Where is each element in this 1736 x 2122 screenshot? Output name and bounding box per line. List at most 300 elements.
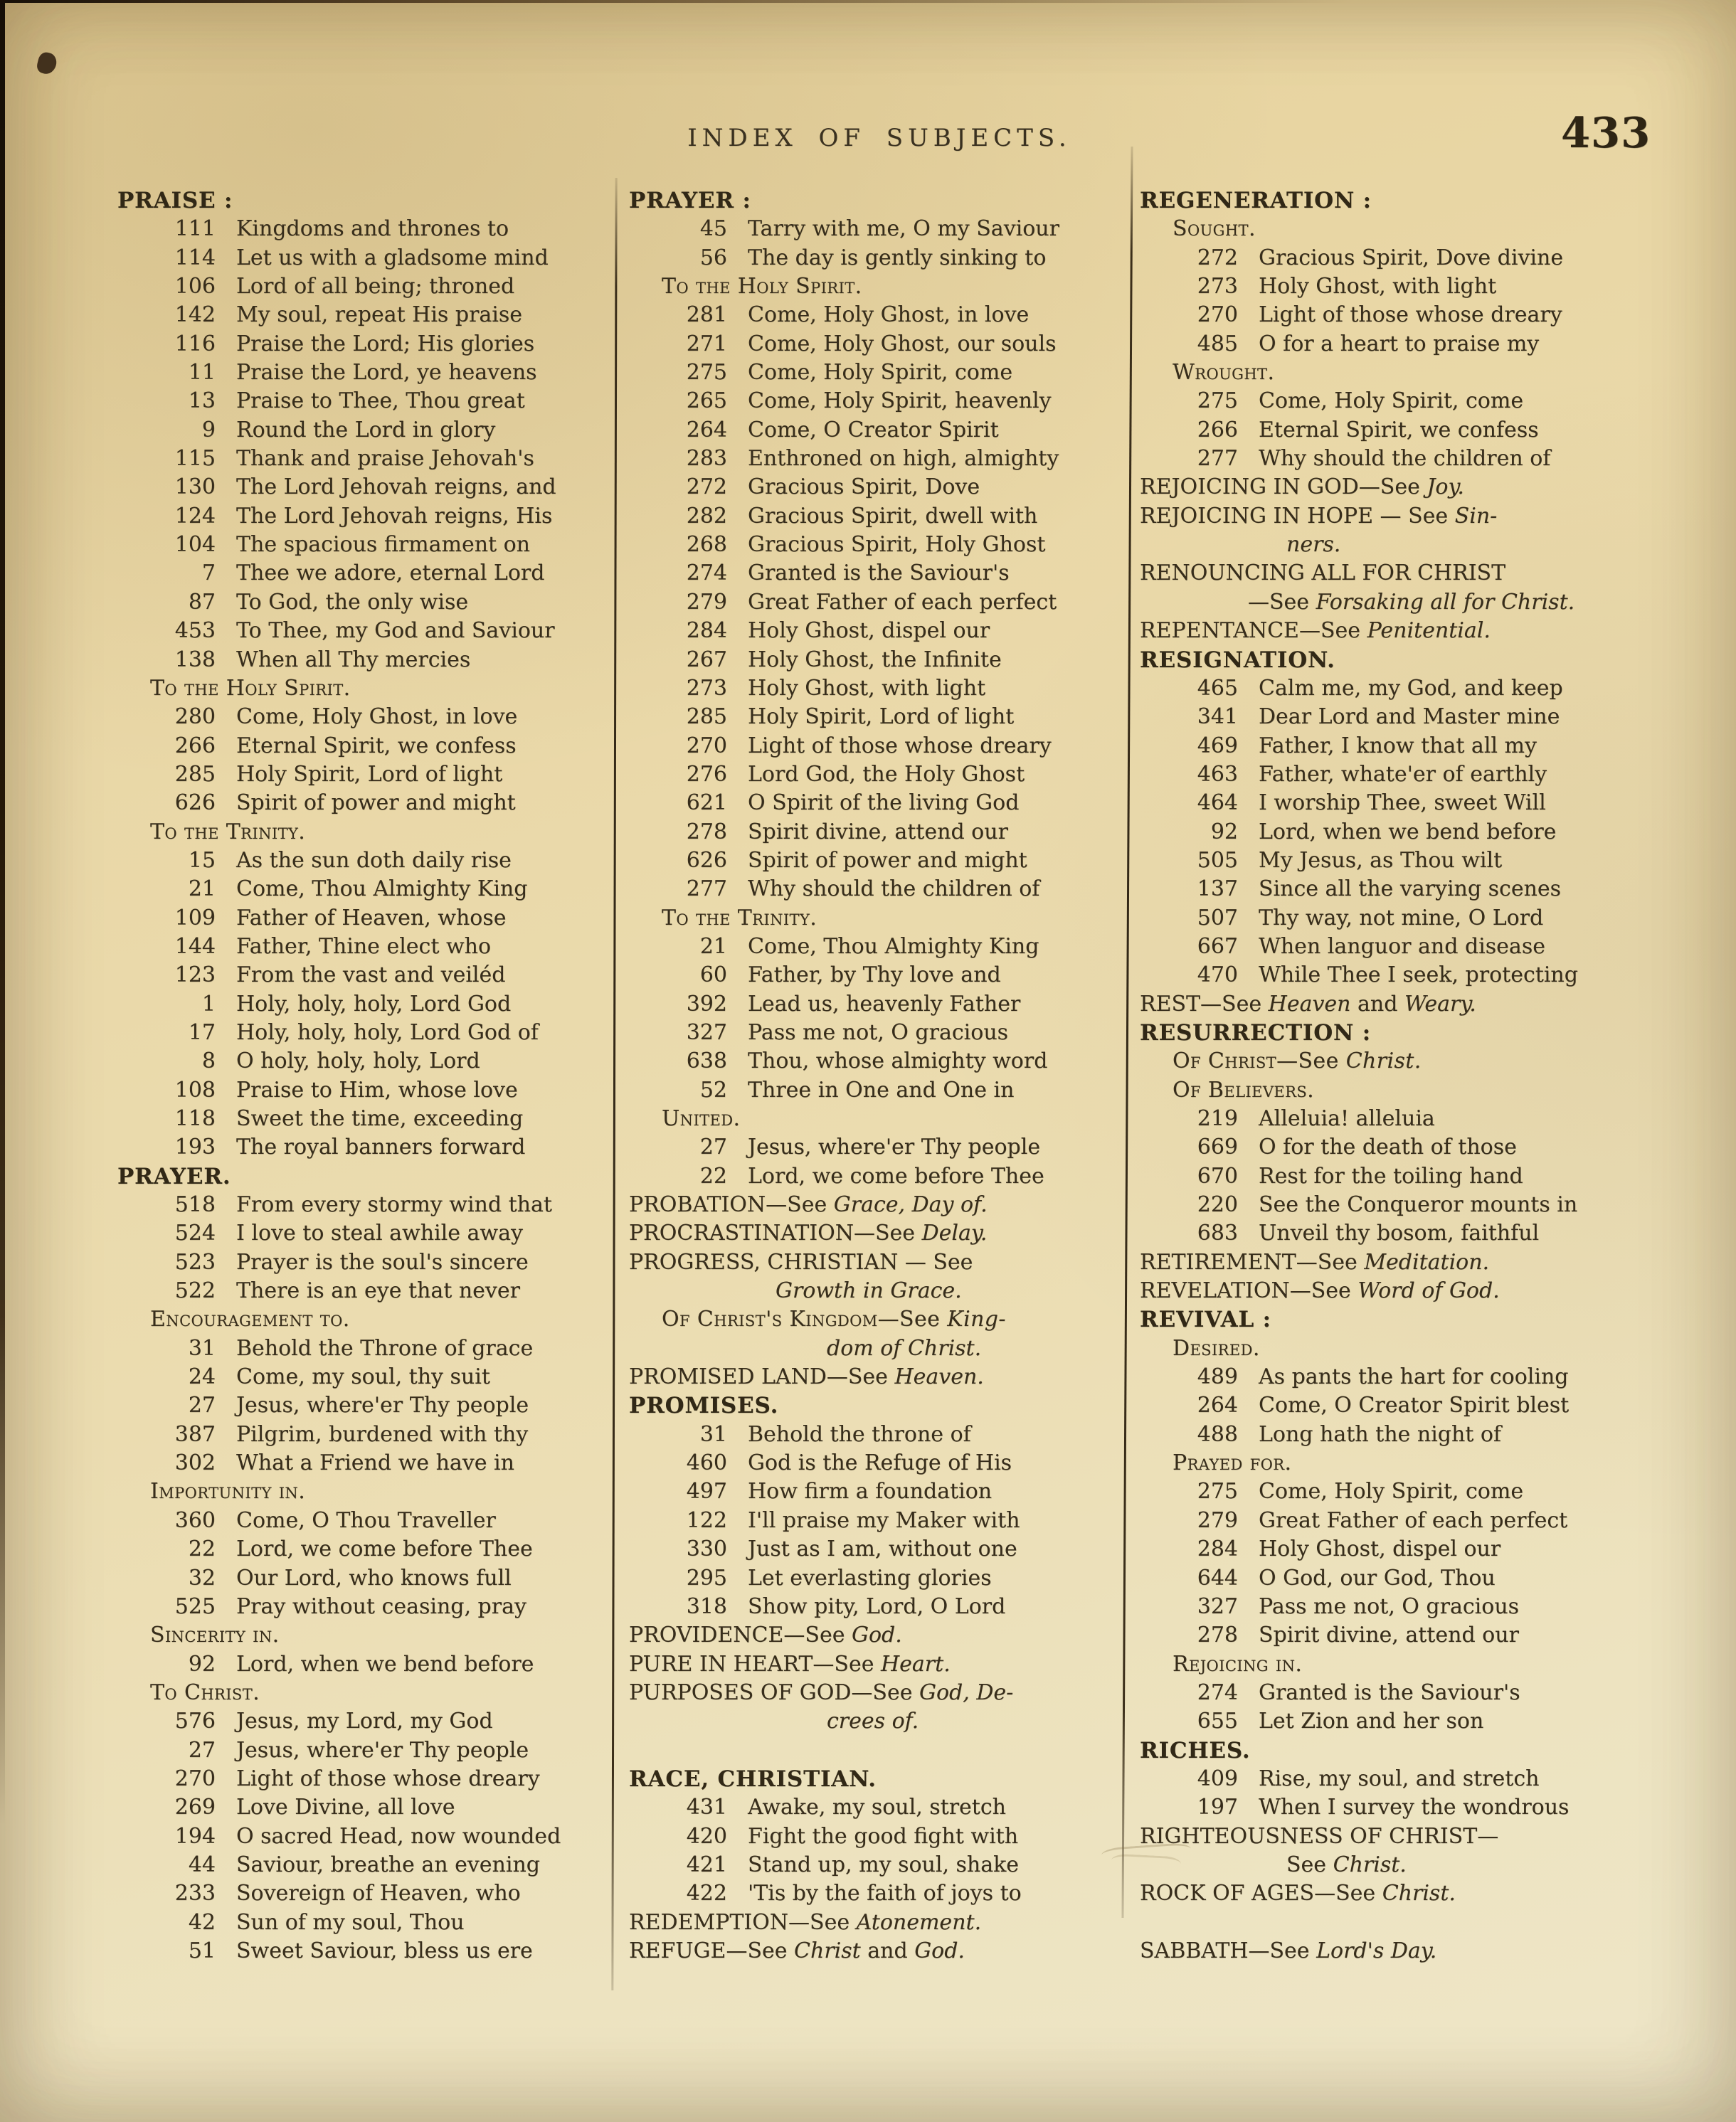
index-entry xyxy=(629,1133,1125,1162)
index-entry xyxy=(629,1851,1125,1879)
entry-text: PRAYER. xyxy=(117,1163,231,1189)
index-entry xyxy=(117,646,613,674)
entry-text: RACE, CHRISTIAN. xyxy=(629,1766,877,1792)
index-entry xyxy=(629,531,1125,559)
index-entry xyxy=(629,244,1125,272)
hymn-first-line: O Spirit of the living God xyxy=(748,790,1020,816)
hymn-first-line: Sun of my soul, Thou xyxy=(236,1909,465,1935)
see-reference-target: dom of Christ. xyxy=(827,1335,982,1361)
index-entry xyxy=(629,760,1125,789)
hymn-number: 266 xyxy=(174,733,216,758)
index-entry xyxy=(117,961,613,990)
index-entry xyxy=(629,1478,1125,1506)
hymn-number: 283 xyxy=(686,446,727,472)
hymn-number: 271 xyxy=(686,331,727,356)
hymn-number: 279 xyxy=(1197,1507,1238,1533)
index-entry xyxy=(117,301,613,329)
subsection-heading xyxy=(1140,215,1718,243)
hymn-number: 15 xyxy=(188,847,216,873)
hymn-first-line: Jesus, where'er Thy people xyxy=(236,1393,529,1418)
hymn-first-line: Gracious Spirit, Holy Ghost xyxy=(748,532,1046,558)
blank-line xyxy=(1140,1909,1718,1937)
cross-reference xyxy=(1140,1879,1718,1908)
hymn-first-line: Let Zion and her son xyxy=(1259,1709,1484,1734)
entry-text: PROGRESS, CHRISTIAN — See xyxy=(629,1249,973,1275)
scan-top-edge xyxy=(0,0,1736,3)
hymn-first-line: Light of those whose dreary xyxy=(236,1766,540,1791)
hymn-number: 123 xyxy=(174,962,216,988)
hymn-number: 275 xyxy=(1197,1479,1238,1505)
hymn-first-line: Love Divine, all love xyxy=(236,1795,455,1820)
index-entry xyxy=(1140,1105,1718,1133)
index-entry xyxy=(117,1650,613,1679)
hymn-first-line: Come, Holy Spirit, come xyxy=(1259,388,1524,414)
hymn-number: 109 xyxy=(174,905,216,930)
hymn-first-line: Sweet Saviour, bless us ere xyxy=(236,1938,533,1963)
hymn-first-line: Sovereign of Heaven, who xyxy=(236,1881,521,1906)
hymn-number: 265 xyxy=(686,388,727,414)
hymn-first-line: Thy way, not mine, O Lord xyxy=(1259,905,1544,930)
index-entry xyxy=(1140,789,1718,817)
hymn-number: 106 xyxy=(174,274,216,299)
hymn-first-line: Holy Ghost, dispel our xyxy=(748,618,990,644)
hymn-first-line: Pass me not, O gracious xyxy=(748,1019,1009,1045)
hymn-number: 60 xyxy=(699,962,727,988)
index-entry xyxy=(117,1449,613,1478)
hymn-first-line: Holy, holy, holy, Lord God xyxy=(236,991,512,1017)
entry-text: REVIVAL : xyxy=(1140,1307,1271,1333)
hymn-first-line: Thank and praise Jehovah's xyxy=(236,446,534,472)
hymn-first-line: Round the Lord in glory xyxy=(236,417,496,442)
hymn-number: 638 xyxy=(686,1049,727,1074)
hymn-first-line: Our Lord, who knows full xyxy=(236,1565,512,1591)
index-entry xyxy=(629,1076,1125,1105)
index-entry xyxy=(117,1219,613,1248)
entry-text: and xyxy=(860,1938,915,1963)
index-entry xyxy=(1140,1133,1718,1162)
hymn-number: 27 xyxy=(699,1135,727,1160)
entry-text: PRAYER : xyxy=(629,188,751,213)
index-entry xyxy=(117,875,613,903)
hymn-first-line: Behold the throne of xyxy=(748,1421,971,1447)
page-number: 433 xyxy=(1561,108,1651,157)
hymn-first-line: Holy Ghost, with light xyxy=(1259,274,1497,299)
hymn-first-line: Pass me not, O gracious xyxy=(1259,1593,1520,1619)
index-entry xyxy=(117,933,613,961)
index-entry xyxy=(117,559,613,588)
index-entry xyxy=(1140,330,1718,359)
subsection-heading xyxy=(629,904,1125,933)
hymn-number: 267 xyxy=(686,647,727,672)
hymn-number: 626 xyxy=(686,847,727,873)
hymn-number: 277 xyxy=(686,876,727,902)
see-reference-target: Lord's Day. xyxy=(1316,1938,1437,1963)
index-entry xyxy=(629,1564,1125,1593)
index-entry xyxy=(629,473,1125,502)
index-entry xyxy=(117,502,613,531)
hymn-number: 470 xyxy=(1197,962,1238,988)
index-entry xyxy=(117,1047,613,1076)
hymn-number: 52 xyxy=(699,1077,727,1103)
hymn-number: 273 xyxy=(686,675,727,701)
cross-reference xyxy=(1140,1937,1718,1965)
hymn-number: 1 xyxy=(201,991,216,1017)
hymn-number: 282 xyxy=(686,503,727,529)
hymn-first-line: Jesus, my Lord, my God xyxy=(236,1709,493,1734)
index-entry xyxy=(117,387,613,415)
entry-text: —See xyxy=(1276,1049,1346,1074)
hymn-number: 116 xyxy=(174,331,216,356)
see-reference-target: Heaven. xyxy=(894,1364,984,1390)
index-entry xyxy=(629,330,1125,359)
hymn-number: 193 xyxy=(174,1135,216,1160)
hymn-first-line: Gracious Spirit, Dove divine xyxy=(1259,245,1564,270)
continuation-line xyxy=(1140,531,1718,559)
index-entry xyxy=(117,990,613,1019)
hymn-first-line: Granted is the Saviour's xyxy=(748,561,1010,586)
hymn-first-line: While Thee I seek, protecting xyxy=(1259,962,1578,988)
index-entry xyxy=(117,789,613,817)
hymn-number: 118 xyxy=(174,1106,216,1131)
hymn-number: 453 xyxy=(174,618,216,644)
hymn-first-line: I'll praise my Maker with xyxy=(748,1507,1020,1533)
hymn-number: 667 xyxy=(1197,933,1238,959)
entry-text: Sincerity in. xyxy=(150,1623,280,1648)
cross-reference xyxy=(629,1363,1125,1391)
hymn-number: 621 xyxy=(686,790,727,816)
index-entry xyxy=(117,732,613,760)
hymn-number: 274 xyxy=(1197,1680,1238,1705)
hymn-first-line: There is an eye that never xyxy=(236,1278,520,1304)
index-entry xyxy=(629,588,1125,617)
hymn-number: 11 xyxy=(188,360,216,386)
cross-reference xyxy=(1140,473,1718,502)
hymn-first-line: Enthroned on high, almighty xyxy=(748,446,1059,472)
hymn-first-line: Praise to Thee, Thou great xyxy=(236,388,525,414)
hymn-first-line: Spirit of power and might xyxy=(236,790,516,816)
hymn-number: 219 xyxy=(1197,1106,1238,1131)
cross-reference xyxy=(1140,990,1718,1019)
see-reference-target: Delay. xyxy=(921,1221,988,1246)
hymn-first-line: Sweet the time, exceeding xyxy=(236,1106,524,1131)
index-entry xyxy=(629,875,1125,903)
index-entry xyxy=(117,1391,613,1420)
hymn-number: 27 xyxy=(188,1737,216,1763)
hymn-number: 330 xyxy=(686,1537,727,1562)
hymn-first-line: Light of those whose dreary xyxy=(1259,302,1562,328)
hymn-first-line: Holy Ghost, dispel our xyxy=(1259,1537,1501,1562)
entry-text: RESURRECTION : xyxy=(1140,1019,1371,1046)
index-entry xyxy=(629,301,1125,329)
hymn-number: 669 xyxy=(1197,1135,1238,1160)
section-heading xyxy=(117,186,613,215)
entry-text: REPENTANCE—See xyxy=(1140,618,1367,644)
hymn-number: 409 xyxy=(1197,1766,1238,1791)
hymn-number: 285 xyxy=(174,761,216,787)
hymn-number: 464 xyxy=(1197,790,1238,816)
see-reference-target: Heaven xyxy=(1268,991,1351,1017)
index-entry xyxy=(629,416,1125,445)
index-entry xyxy=(629,502,1125,531)
subsection-heading xyxy=(1140,1335,1718,1363)
hymn-number: 431 xyxy=(686,1795,727,1820)
index-entry xyxy=(629,847,1125,875)
entry-text: Of Christ xyxy=(1173,1049,1277,1074)
see-reference-target: Christ. xyxy=(1345,1049,1422,1074)
hymn-first-line: Spirit divine, attend our xyxy=(748,819,1008,844)
index-entry xyxy=(117,1793,613,1822)
hymn-first-line: Since all the varying scenes xyxy=(1259,876,1562,902)
hymn-number: 284 xyxy=(686,618,727,644)
hymn-first-line: Father, by Thy love and xyxy=(748,962,1001,988)
hymn-number: 32 xyxy=(188,1565,216,1591)
entry-text: Sought. xyxy=(1173,216,1256,242)
index-entry xyxy=(1140,416,1718,445)
hymn-number: 56 xyxy=(699,245,727,270)
hymn-first-line: Spirit divine, attend our xyxy=(1259,1623,1519,1648)
index-entry xyxy=(117,1105,613,1133)
index-entry xyxy=(117,1593,613,1621)
hymn-first-line: Come, Holy Spirit, heavenly xyxy=(748,388,1052,414)
entry-text: REGENERATION : xyxy=(1140,188,1372,213)
hymn-number: 45 xyxy=(699,216,727,242)
hymn-first-line: To Thee, my God and Saviour xyxy=(236,618,555,644)
section-heading xyxy=(1140,1736,1718,1765)
hymn-number: 505 xyxy=(1197,847,1238,873)
index-entry xyxy=(1140,244,1718,272)
entry-text: REFUGE—See xyxy=(629,1938,795,1963)
hymn-first-line: Lord of all being; throned xyxy=(236,274,515,299)
hymn-first-line: O holy, holy, holy, Lord xyxy=(236,1049,480,1074)
hymn-number: 507 xyxy=(1197,905,1238,930)
index-entry xyxy=(1140,818,1718,847)
hymn-first-line: Come, Holy Spirit, come xyxy=(1259,1479,1524,1505)
cross-reference xyxy=(629,1248,1125,1277)
cross-reference xyxy=(1140,1823,1718,1851)
index-entry xyxy=(629,617,1125,645)
entry-text: RESIGNATION. xyxy=(1140,647,1335,673)
hymn-number: 270 xyxy=(686,733,727,758)
hymn-first-line: Three in One and One in xyxy=(748,1077,1015,1103)
entry-text: RETIREMENT—See xyxy=(1140,1249,1365,1275)
hymn-number: 522 xyxy=(174,1278,216,1304)
index-entry xyxy=(1140,1191,1718,1219)
index-entry xyxy=(117,1909,613,1937)
index-entry xyxy=(629,1535,1125,1564)
hymn-first-line: The Lord Jehovah reigns, His xyxy=(236,503,553,529)
index-entry xyxy=(117,1335,613,1363)
see-reference-target: Joy. xyxy=(1427,474,1464,500)
hymn-first-line: Why should the children of xyxy=(748,876,1040,902)
index-entry xyxy=(629,789,1125,817)
index-entry xyxy=(1140,1363,1718,1391)
cross-reference xyxy=(629,1219,1125,1248)
section-heading xyxy=(629,1391,1125,1420)
hymn-number: 264 xyxy=(1197,1393,1238,1418)
index-entry xyxy=(117,1191,613,1219)
hymn-number: 138 xyxy=(174,647,216,672)
index-entry xyxy=(629,1593,1125,1621)
hymn-number: 22 xyxy=(188,1537,216,1562)
hymn-number: 17 xyxy=(188,1019,216,1045)
hymn-number: 8 xyxy=(201,1049,216,1074)
hymn-number: 576 xyxy=(174,1709,216,1734)
subsection-heading xyxy=(117,1478,613,1506)
hymn-first-line: Alleluia! alleluia xyxy=(1259,1106,1435,1131)
index-entry xyxy=(117,1133,613,1162)
entry-text: Encouragement to. xyxy=(150,1307,350,1332)
hymn-first-line: Father, whate'er of earthly xyxy=(1259,761,1547,787)
index-entry xyxy=(117,1248,613,1277)
hymn-first-line: God is the Refuge of His xyxy=(748,1450,1012,1476)
index-entry xyxy=(117,1707,613,1736)
hymn-first-line: Pray without ceasing, pray xyxy=(236,1593,526,1619)
hymn-number: 463 xyxy=(1197,761,1238,787)
hymn-first-line: Come, O Creator Spirit blest xyxy=(1259,1393,1570,1418)
entry-text: RENOUNCING ALL FOR CHRIST xyxy=(1140,561,1506,586)
see-reference-target: crees of. xyxy=(827,1709,919,1734)
hymn-number: 144 xyxy=(174,933,216,959)
index-entry xyxy=(629,359,1125,387)
subsection-heading xyxy=(1140,1076,1718,1105)
see-reference-target: Weary. xyxy=(1404,991,1476,1017)
hymn-first-line: When I survey the wondrous xyxy=(1259,1795,1570,1820)
section-heading xyxy=(1140,1305,1718,1334)
index-entry xyxy=(629,646,1125,674)
hymn-number: 31 xyxy=(699,1421,727,1447)
hymn-first-line: Rest for the toiling hand xyxy=(1259,1163,1523,1189)
index-entry xyxy=(1140,1162,1718,1191)
subsection-heading xyxy=(1140,1650,1718,1679)
index-entry xyxy=(629,703,1125,731)
cross-reference xyxy=(629,1679,1125,1707)
hymn-first-line: O sacred Head, now wounded xyxy=(236,1823,561,1849)
index-entry xyxy=(1140,760,1718,789)
hymn-first-line: What a Friend we have in xyxy=(236,1450,514,1476)
hymn-first-line: Come, Thou Almighty King xyxy=(236,876,528,902)
hymn-first-line: My Jesus, as Thou wilt xyxy=(1259,847,1503,873)
index-entry xyxy=(117,1507,613,1535)
section-heading xyxy=(1140,646,1718,674)
hymn-first-line: Come, Thou Almighty King xyxy=(748,933,1039,959)
hymn-number: 122 xyxy=(686,1507,727,1533)
hymn-number: 42 xyxy=(188,1909,216,1935)
index-entry xyxy=(629,1421,1125,1449)
hymn-number: 465 xyxy=(1197,675,1238,701)
entry-text: ROCK OF AGES—See xyxy=(1140,1881,1382,1906)
index-entry xyxy=(629,1047,1125,1076)
subsection-heading xyxy=(117,818,613,847)
hymn-number: 137 xyxy=(1197,876,1238,902)
section-heading xyxy=(1140,186,1718,215)
entry-text: PROBATION—See xyxy=(629,1192,834,1218)
hymn-first-line: Granted is the Saviour's xyxy=(1259,1680,1520,1705)
hymn-number: 278 xyxy=(1197,1623,1238,1648)
index-entry xyxy=(1140,1391,1718,1420)
cross-reference xyxy=(629,1937,1125,1965)
see-reference-target: God, De- xyxy=(919,1680,1014,1705)
hymn-first-line: See the Conqueror mounts in xyxy=(1259,1192,1578,1218)
hymn-first-line: How firm a foundation xyxy=(748,1479,993,1505)
hymn-first-line: Eternal Spirit, we confess xyxy=(1259,417,1539,442)
index-entry xyxy=(1140,1564,1718,1593)
index-entry xyxy=(629,1793,1125,1822)
index-entry xyxy=(1140,387,1718,415)
index-entry xyxy=(629,1879,1125,1908)
hymn-first-line: Lord, we come before Thee xyxy=(748,1163,1044,1189)
hymn-first-line: Father of Heaven, whose xyxy=(236,905,507,930)
index-entry xyxy=(629,387,1125,415)
index-entry xyxy=(1140,847,1718,875)
hymn-first-line: Holy Ghost, with light xyxy=(748,675,986,701)
see-reference-target: Christ. xyxy=(1333,1852,1407,1877)
entry-text: PURE IN HEART—See xyxy=(629,1651,881,1677)
hymn-number: 22 xyxy=(699,1163,727,1189)
hymn-first-line: From every stormy wind that xyxy=(236,1192,552,1218)
index-entry xyxy=(117,330,613,359)
hymn-first-line: Light of those whose dreary xyxy=(748,733,1052,758)
hymn-number: 272 xyxy=(1197,245,1238,270)
see-reference-target: Penitential. xyxy=(1367,618,1491,644)
subsection-heading xyxy=(117,1305,613,1334)
index-entry xyxy=(117,1535,613,1564)
hymn-first-line: Let everlasting glories xyxy=(748,1565,992,1591)
hymn-number: 387 xyxy=(174,1421,216,1447)
hymn-number: 275 xyxy=(686,360,727,386)
index-entry xyxy=(1140,904,1718,933)
hymn-first-line: Great Father of each perfect xyxy=(748,589,1057,615)
index-entry xyxy=(629,1449,1125,1478)
entry-text: To the Trinity. xyxy=(150,819,306,844)
section-heading xyxy=(1140,1019,1718,1047)
index-entry xyxy=(1140,961,1718,990)
subsection-heading xyxy=(1140,1047,1718,1076)
index-entry xyxy=(1140,1421,1718,1449)
hymn-number: 670 xyxy=(1197,1163,1238,1189)
subsection-heading xyxy=(1140,1449,1718,1478)
hymn-first-line: Show pity, Lord, O Lord xyxy=(748,1593,1006,1619)
hymn-number: 268 xyxy=(686,532,727,558)
hymn-first-line: Holy Ghost, the Infinite xyxy=(748,647,1002,672)
hymn-number: 115 xyxy=(174,446,216,472)
hymn-first-line: Why should the children of xyxy=(1259,446,1551,472)
hymn-first-line: Stand up, my soul, shake xyxy=(748,1852,1020,1877)
continuation-line xyxy=(629,1707,1125,1736)
hymn-first-line: Come, my soul, thy suit xyxy=(236,1364,490,1390)
hymn-first-line: Thee we adore, eternal Lord xyxy=(236,561,545,586)
hymn-number: 485 xyxy=(1197,331,1238,356)
hymn-number: 27 xyxy=(188,1393,216,1418)
cross-reference xyxy=(629,1909,1125,1937)
hymn-first-line: 'Tis by the faith of joys to xyxy=(748,1881,1022,1906)
hymn-number: 233 xyxy=(174,1881,216,1906)
hymn-number: 523 xyxy=(174,1249,216,1275)
index-entry xyxy=(117,473,613,502)
hymn-first-line: Father, I know that all my xyxy=(1259,733,1537,758)
cross-reference xyxy=(1140,1248,1718,1277)
hymn-first-line: Tarry with me, O my Saviour xyxy=(748,216,1059,242)
index-entry xyxy=(629,559,1125,588)
hymn-first-line: Eternal Spirit, we confess xyxy=(236,733,517,758)
hymn-number: 318 xyxy=(686,1593,727,1619)
see-reference-target: Grace, Day of. xyxy=(833,1192,988,1218)
section-heading xyxy=(117,1162,613,1191)
subsection-heading xyxy=(629,1305,1125,1334)
hymn-number: 9 xyxy=(201,417,216,442)
index-entry xyxy=(629,1162,1125,1191)
entry-text: Of Believers. xyxy=(1173,1077,1315,1103)
hymn-first-line: Awake, my soul, stretch xyxy=(748,1795,1006,1820)
